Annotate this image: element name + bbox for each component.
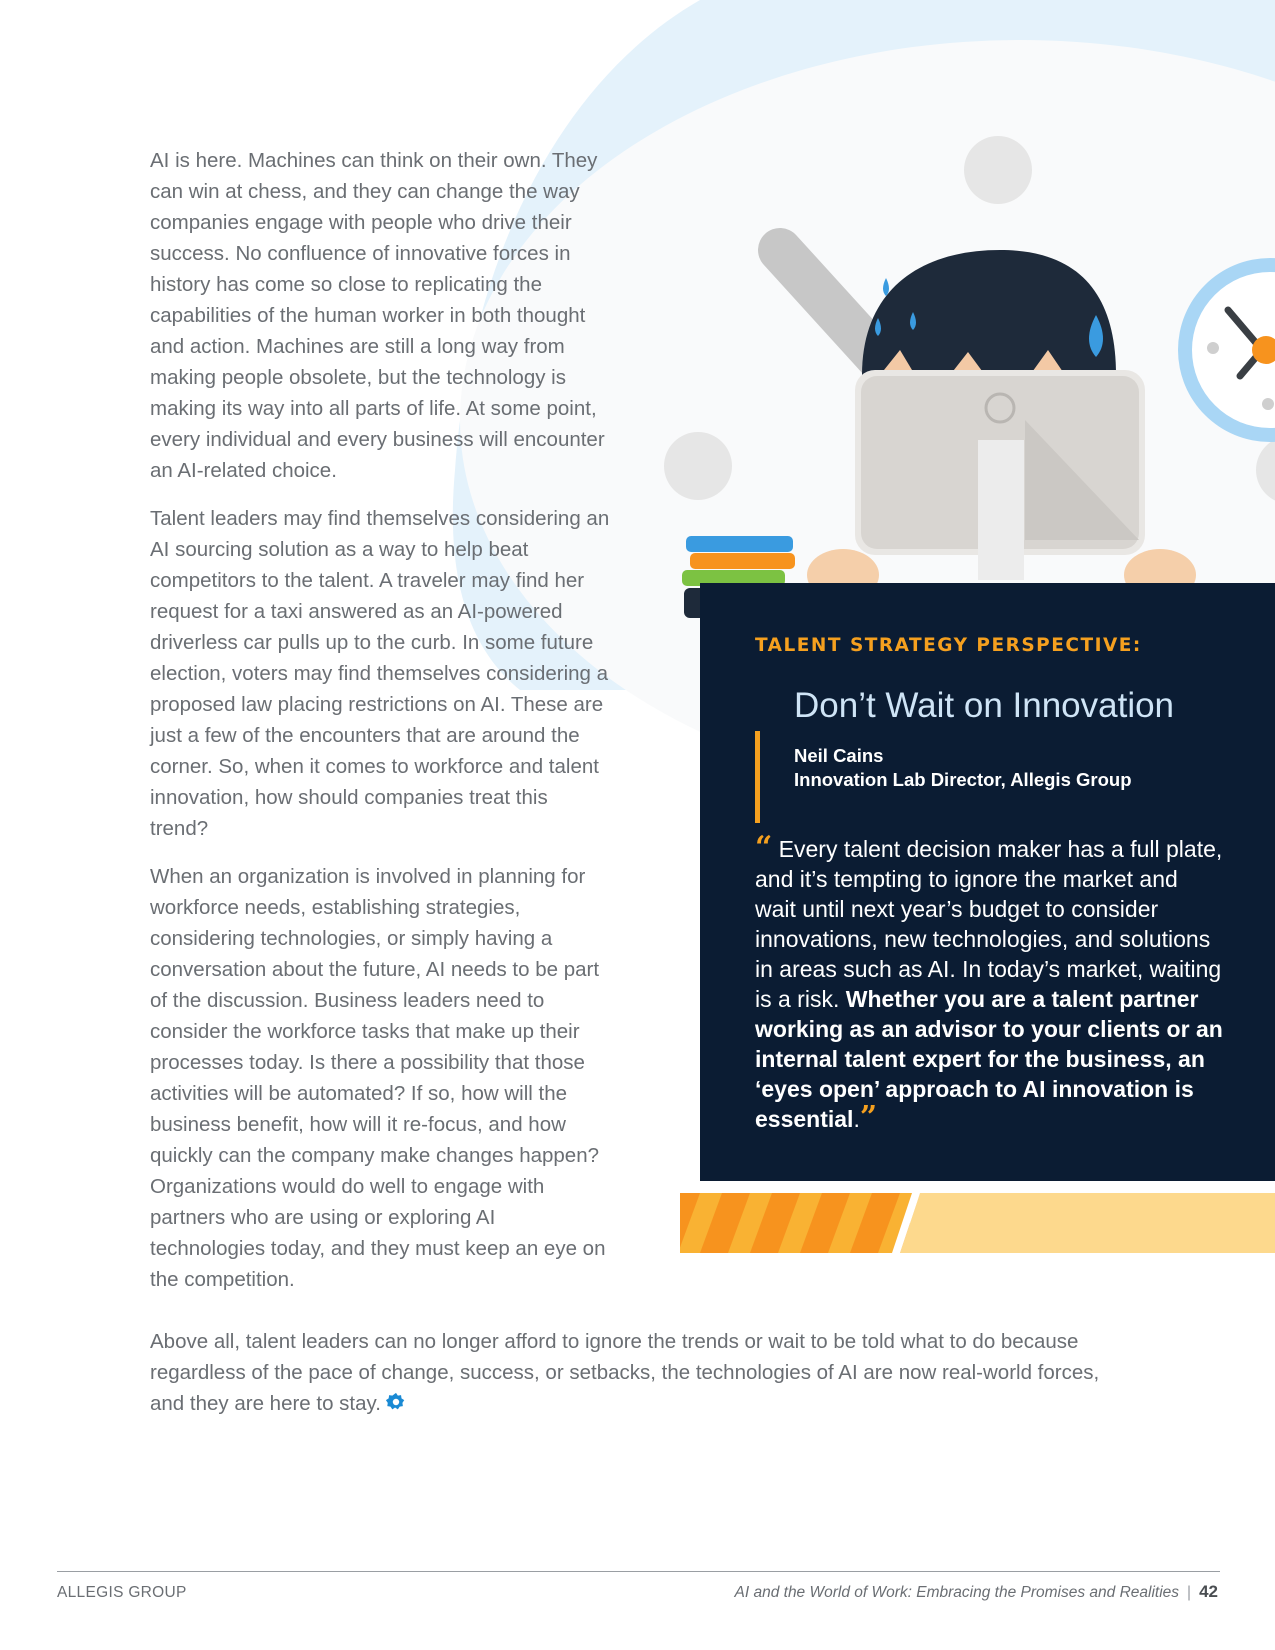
talent-strategy-callout	[700, 583, 1275, 1181]
body-paragraph-3: When an organization is involved in planning for workforce needs, establishing strategies, considering technologies, or simply having a conversation about the future, AI needs to be part of the discussion. Business leaders need to consider the workforce tasks that make up their processes today. Is there a possibility that those activities will be automated? If so, how will the business benefit, how will it re-focus, and how quickly can the company make changes happen? Organizations would do well to engage with partners who are using or exploring AI technologies today, and they must keep an eye on the competition.	[150, 865, 606, 1291]
footer-doc-title: AI and the World of Work: Embracing the Promises and Realities	[734, 1584, 1180, 1601]
footer-rule	[57, 1571, 1220, 1572]
callout-author	[794, 744, 1132, 792]
grey-dot-left	[664, 432, 732, 500]
callout-title: Don’t Wait on Innovation	[794, 686, 1175, 725]
body-paragraph-1: AI is here. Machines can think on their own. They can win at chess, and they can change the way companies engage with people who drive their success. No confluence of innovative forces in history has come so close to replicating the capabilities of the human worker in both thought and action. Machines are still a long way from making people obsolete, but the technology is making its way into all parts of life. At some point, every individual and every business will encounter an AI-related choice.	[150, 149, 605, 482]
footer-brand: ALLEGIS GROUP	[57, 1584, 187, 1601]
quote-plain-text: Every talent decision maker has a full plate, and it’s tempting to ignore the market and wait until next year’s budget to consider innovations, new technologies, and solutions in areas such as AI. In today’s market, waiting is a risk.	[755, 836, 1223, 1012]
callout-kicker: TALENT STRATEGY PERSPECTIVE:	[755, 635, 1142, 656]
decorative-stripe-band	[680, 1193, 1275, 1253]
page-number: 42	[1199, 1582, 1218, 1601]
author-name: Neil Cains	[794, 745, 884, 766]
quote-end: .	[853, 1106, 860, 1132]
callout-quote	[755, 830, 1225, 1135]
body-paragraph-2: Talent leaders may find themselves considering an AI sourcing solution as a way to help beat competitors to the talent. A traveler may find her request for a taxi answered as an AI-powered driverless car pulls up to the curb. In some future election, voters may find themselves considering a proposed law placing restrictions on AI. These are just a few of the encounters that are around the corner. So, when it comes to workforce and talent innovation, how should companies treat this trend?	[150, 507, 610, 840]
book-orange	[690, 553, 795, 569]
open-quote-icon: “	[755, 830, 773, 865]
author-role: Innovation Lab Director, Allegis Group	[794, 769, 1132, 790]
closing-text: Above all, talent leaders can no longer afford to ignore the trends or wait to be told what to do because regardless of the pace of change, success, or setbacks, the technologies of AI are now real-world forces, and they are here to stay.	[150, 1330, 1100, 1415]
footer-separator: |	[1187, 1584, 1192, 1601]
closing-paragraph	[150, 1326, 1130, 1419]
grey-dot-top	[964, 136, 1032, 204]
quote-bold-text: Whether you are a talent partner working as an advisor to your clients or an internal talent expert for the business, an ‘eyes open’ approach to AI innovation is essential	[755, 986, 1223, 1132]
footer-doc-info	[735, 1582, 1218, 1602]
book-blue	[686, 536, 793, 552]
gear-icon	[385, 1391, 407, 1413]
close-quote-icon: ”	[859, 1100, 878, 1135]
callout-accent-bar	[755, 731, 760, 823]
main-body-text	[150, 145, 610, 1312]
